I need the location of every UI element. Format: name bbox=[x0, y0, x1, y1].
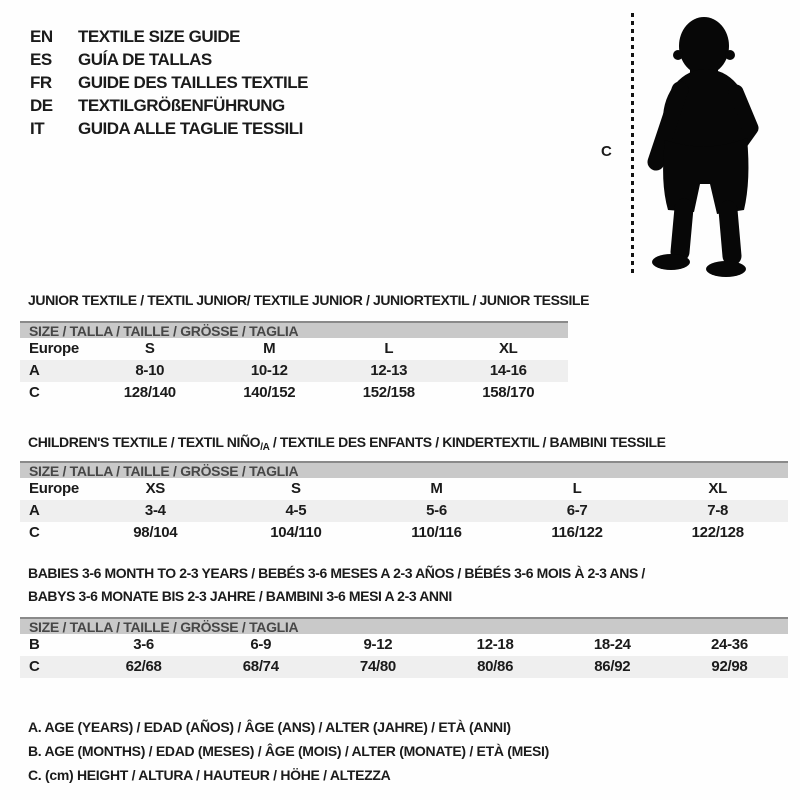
value-cell: 62/68 bbox=[125, 658, 162, 675]
row-label-cell: C bbox=[29, 384, 40, 401]
table-row bbox=[20, 500, 788, 522]
junior-size-table bbox=[20, 321, 568, 404]
language-row-it bbox=[30, 117, 308, 140]
row-label-cell: C bbox=[29, 658, 40, 675]
row-label-cell: Europe bbox=[29, 340, 79, 357]
value-cell: 10-12 bbox=[250, 362, 288, 379]
language-code: ES bbox=[30, 50, 52, 69]
value-cell: L bbox=[384, 340, 394, 357]
value-cell: 68/74 bbox=[242, 658, 279, 675]
height-measure-dotted-line bbox=[631, 13, 634, 277]
table-row bbox=[20, 382, 568, 404]
footnote-c: C. (cm) HEIGHT / ALTURA / HAUTEUR / HÖHE / ALTEZZA bbox=[28, 767, 391, 783]
table-row bbox=[20, 338, 568, 360]
language-code: IT bbox=[30, 119, 45, 138]
value-cell: XL bbox=[708, 480, 727, 497]
value-cell: 104/110 bbox=[270, 524, 322, 541]
table-row bbox=[20, 634, 788, 656]
value-cell: 152/158 bbox=[362, 384, 415, 401]
value-cell: 110/116 bbox=[411, 524, 462, 541]
legend-footnotes bbox=[28, 715, 549, 787]
heading-subscript: /A bbox=[260, 442, 270, 453]
language-row-fr bbox=[30, 71, 308, 94]
value-cell: 74/80 bbox=[359, 658, 396, 675]
value-cell: 9-12 bbox=[363, 636, 393, 653]
value-cell: 122/128 bbox=[691, 524, 744, 541]
language-code: EN bbox=[30, 27, 53, 46]
toddler-silhouette-icon bbox=[640, 12, 766, 280]
value-cell: 8-10 bbox=[135, 362, 165, 379]
table-row bbox=[20, 360, 568, 382]
value-cell: 3-4 bbox=[144, 502, 166, 519]
language-title-list bbox=[30, 25, 308, 140]
value-cell: XS bbox=[145, 480, 165, 497]
footnote-b: B. AGE (MONTHS) / EDAD (MESES) / ÂGE (MOIS) / ALTER (MONATE) / ETÀ (MESI) bbox=[28, 743, 549, 759]
value-cell: 80/86 bbox=[477, 658, 514, 675]
language-title: GUIDE DES TAILLES TEXTILE bbox=[78, 73, 308, 92]
children-size-table bbox=[20, 461, 788, 544]
language-code: FR bbox=[30, 73, 52, 92]
language-title: TEXTILGRÖßENFÜHRUNG bbox=[78, 96, 285, 115]
value-cell: 92/98 bbox=[711, 658, 748, 675]
value-cell: 14-16 bbox=[489, 362, 527, 379]
heading-text: CHILDREN'S TEXTILE / TEXTIL NIÑO bbox=[28, 434, 261, 450]
value-cell: 128/140 bbox=[123, 384, 176, 401]
value-cell: 158/170 bbox=[482, 384, 535, 401]
row-label-cell: A bbox=[29, 362, 40, 379]
table-row bbox=[20, 522, 788, 544]
value-cell: L bbox=[572, 480, 582, 497]
babies-size-table bbox=[20, 617, 788, 678]
value-cell: 6-9 bbox=[250, 636, 272, 653]
value-cell: M bbox=[263, 340, 276, 357]
value-cell: 12-13 bbox=[370, 362, 408, 379]
size-header-bar: SIZE / TALLA / TAILLE / GRÖSSE / TAGLIA bbox=[20, 321, 568, 338]
size-header-bar: SIZE / TALLA / TAILLE / GRÖSSE / TAGLIA bbox=[20, 461, 788, 478]
row-label-cell: A bbox=[29, 502, 40, 519]
value-cell: 98/104 bbox=[133, 524, 178, 541]
row-label-cell: C bbox=[29, 524, 40, 541]
heading-text: / TEXTILE DES ENFANTS / KINDERTEXTIL / BAMBINI TESSILE bbox=[269, 434, 666, 450]
value-cell: S bbox=[144, 340, 155, 357]
footnote-a: A. AGE (YEARS) / EDAD (AÑOS) / ÂGE (ANS) / ALTER (JAHRE) / ETÀ (ANNI) bbox=[28, 719, 511, 735]
row-label-cell: B bbox=[29, 636, 40, 653]
value-cell: 18-24 bbox=[593, 636, 631, 653]
section-heading-babies bbox=[28, 562, 728, 608]
language-code: DE bbox=[30, 96, 53, 115]
value-cell: 86/92 bbox=[594, 658, 631, 675]
value-cell: 116/122 bbox=[551, 524, 603, 541]
table-row bbox=[20, 656, 788, 678]
value-cell: M bbox=[430, 480, 443, 497]
language-title: TEXTILE SIZE GUIDE bbox=[78, 27, 240, 46]
language-row-es bbox=[30, 48, 308, 71]
value-cell: S bbox=[291, 480, 301, 497]
value-cell: 6-7 bbox=[566, 502, 588, 519]
row-label-cell: Europe bbox=[29, 480, 79, 497]
language-title: GUIDA ALLE TAGLIE TESSILI bbox=[78, 119, 303, 138]
height-measure-label: C bbox=[601, 143, 612, 160]
value-cell: 12-18 bbox=[476, 636, 514, 653]
value-cell: 3-6 bbox=[133, 636, 154, 653]
heading-line-1: BABIES 3-6 MONTH TO 2-3 YEARS / BEBÉS 3-6 MESES A 2-3 AÑOS / BÉBÉS 3-6 MOIS À 2-3 ANS / bbox=[28, 565, 645, 581]
language-title: GUÍA DE TALLAS bbox=[78, 50, 212, 69]
section-heading-junior: JUNIOR TEXTILE / TEXTIL JUNIOR/ TEXTILE JUNIOR / JUNIORTEXTIL / JUNIOR TESSILE bbox=[28, 292, 590, 308]
size-header-bar: SIZE / TALLA / TAILLE / GRÖSSE / TAGLIA bbox=[20, 617, 788, 634]
heading-line-2: BABYS 3-6 MONATE BIS 2-3 JAHRE / BAMBINI 3-6 MESI A 2-3 ANNI bbox=[28, 588, 452, 604]
value-cell: 5-6 bbox=[426, 502, 447, 519]
language-row-en bbox=[30, 25, 308, 48]
value-cell: 4-5 bbox=[285, 502, 307, 519]
value-cell: 140/152 bbox=[243, 384, 296, 401]
value-cell: XL bbox=[498, 340, 518, 357]
table-row bbox=[20, 478, 788, 500]
value-cell: 7-8 bbox=[707, 502, 729, 519]
section-heading-children bbox=[28, 431, 666, 459]
language-row-de bbox=[30, 94, 308, 117]
value-cell: 24-36 bbox=[711, 636, 748, 653]
